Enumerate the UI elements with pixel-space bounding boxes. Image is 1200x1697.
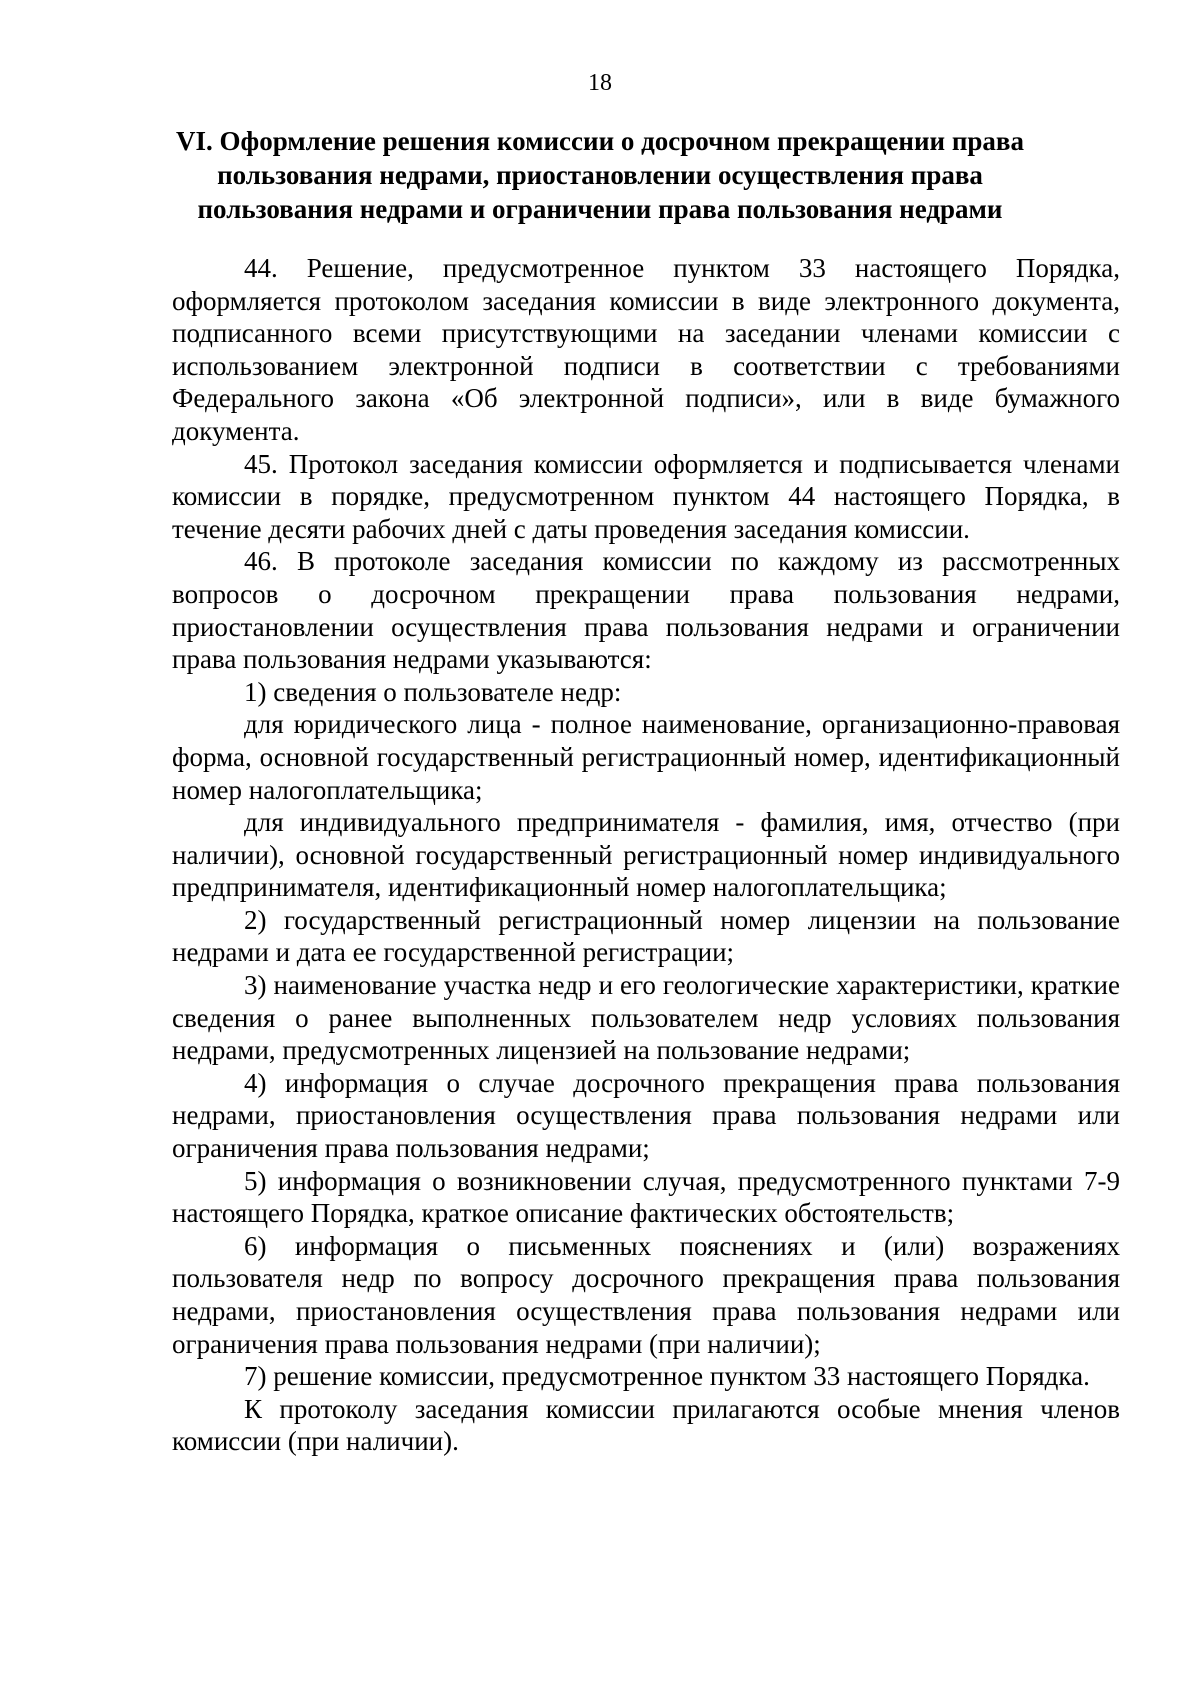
- list-item-6: 6) информация о письменных пояснениях и (или) возражениях пользователя недр по вопросу досрочного прекращения права пользования недрами, приостановления осуществления права пользования недрами или ограничения права пользования недрами (при наличии);: [172, 1230, 1120, 1359]
- paragraph-46: 46. В протоколе заседания комиссии по каждому из рассмотренных вопросов о досрочном прекращении права пользования недрами, приостановлении осуществления права пользования недрами и ограничении права пользования недрами указываются:: [172, 546, 1120, 675]
- page-number: 18: [588, 70, 612, 96]
- section-heading-line: пользования недрами, приостановлении осуществления права: [217, 160, 983, 190]
- list-item-2: 2) государственный регистрационный номер лицензии на пользование недрами и дата ее государственной регистрации;: [172, 904, 1120, 968]
- paragraph-44: 44. Решение, предусмотренное пунктом 33 настоящего Порядка, оформляется протоколом заседания комиссии в виде электронного документа, подписанного всеми присутствующими на заседании членами комиссии с использованием электронной подписи в соответствии с требованиями Федерального закона «Об электронной подписи», или в виде бумажного документа.: [172, 253, 1120, 446]
- list-item-7: 7) решение комиссии, предусмотренное пунктом 33 настоящего Порядка.: [244, 1361, 1090, 1392]
- list-item-4: 4) информация о случае досрочного прекращения права пользования недрами, приостановления осуществления права пользования недрами или ограничения права пользования недрами;: [172, 1067, 1120, 1164]
- list-item-5: 5) информация о возникновении случая, предусмотренного пунктами 7-9 настоящего Порядка, краткое описание фактических обстоятельств;: [172, 1165, 1120, 1229]
- document-body: [172, 252, 1120, 1458]
- section-heading-line: пользования недрами и ограничении права пользования недрами: [197, 194, 1003, 224]
- paragraph-45: 45. Протокол заседания комиссии оформляется и подписывается членами комиссии в порядке, предусмотренном пунктом 44 настоящего Порядка, в течение десяти рабочих дней с даты проведения заседания комиссии.: [172, 448, 1120, 544]
- list-item-1: 1) сведения о пользователе недр:: [244, 676, 622, 707]
- closing-paragraph: К протоколу заседания комиссии прилагаются особые мнения членов комиссии (при наличии).: [172, 1393, 1120, 1457]
- list-item-3: 3) наименование участка недр и его геологические характеристики, краткие сведения о ранее выполненных пользователем недр условиях пользования недрами, предусмотренных лицензией на пользование недрами;: [172, 970, 1120, 1066]
- section-heading: [150, 124, 1050, 226]
- section-heading-line: VI. Оформление решения комиссии о досрочном прекращении права: [176, 126, 1024, 156]
- list-item-1-entrepreneur: для индивидуального предпринимателя - фамилия, имя, отчество (при наличии), основной государственный регистрационный номер индивидуального предпринимателя, идентификационный номер налогоплательщика;: [172, 807, 1120, 903]
- list-item-1-legal-entity: для юридического лица - полное наименование, организационно-правовая форма, основной государственный регистрационный номер, идентификационный номер налогоплательщика;: [172, 709, 1120, 805]
